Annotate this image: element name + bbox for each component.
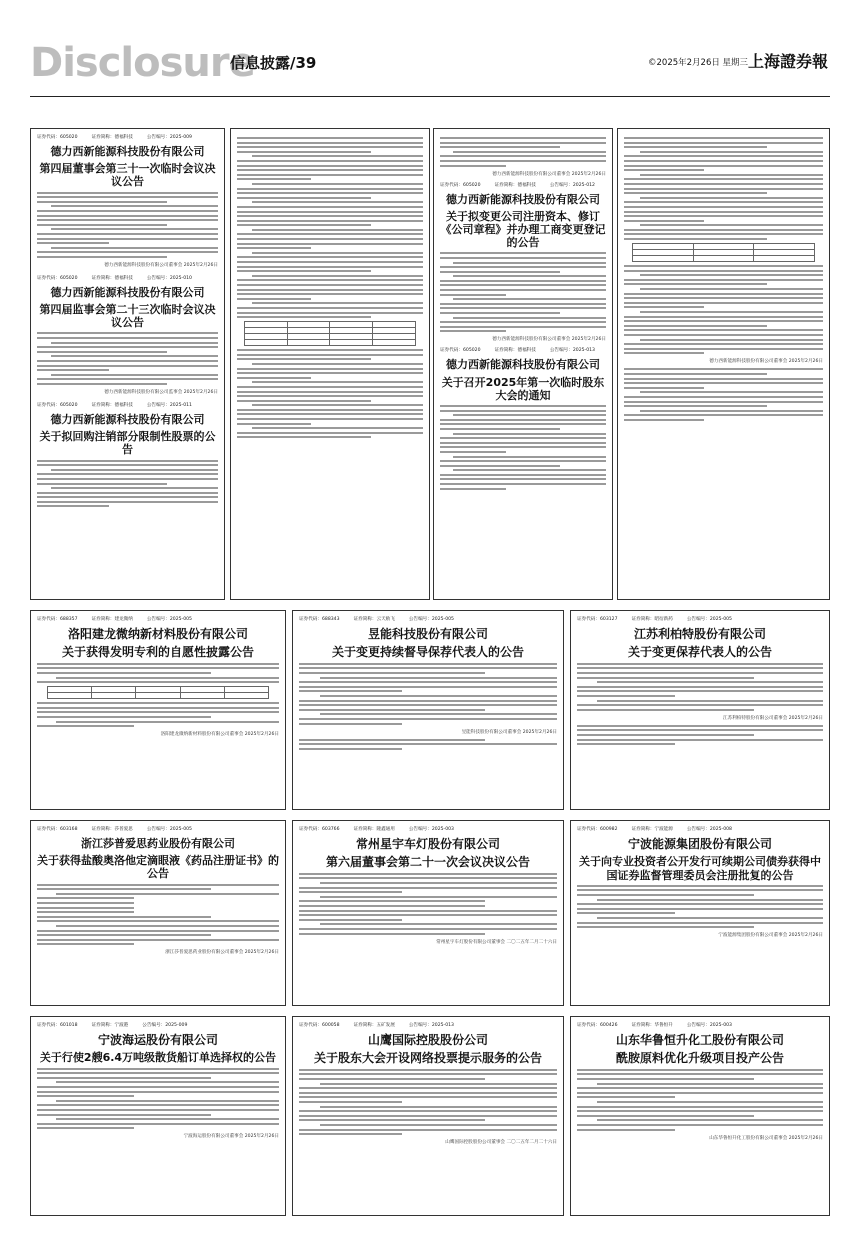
notice-signature: 浙江莎普爱思药业股份有限公司董事会 2025年2月26日 <box>165 950 279 956</box>
stock-name: 证券简称：宁波能源 <box>631 827 673 832</box>
notice-body <box>577 885 823 928</box>
notice-number: 公告编号：2025-010 <box>146 275 192 281</box>
stock-name: 证券简称：隆鑫通用 <box>353 827 395 832</box>
masthead <box>30 40 830 86</box>
notice-continuation <box>230 128 430 600</box>
notice-signature: 德力西新能源科技股份有限公司董事会 2025年2月26日 <box>492 171 606 177</box>
company-name: 山鹰国际控股股份公司 <box>367 1033 488 1047</box>
stock-code: 证券代码：600058 <box>299 1023 340 1028</box>
notice <box>292 610 564 810</box>
stock-name: 证券简称：德福科技 <box>494 182 536 188</box>
notice-number: 公告编号：2025-013 <box>549 348 595 354</box>
stock-name: 证券简称：德福科技 <box>91 135 133 140</box>
notice <box>292 820 564 1006</box>
notice-body <box>624 137 823 354</box>
notice-continuation <box>617 128 830 600</box>
notice-body <box>577 663 823 711</box>
notice-title: 关于召开2025年第一次临时股东大会的通知 <box>441 375 605 402</box>
notice-body <box>37 1068 279 1130</box>
stock-name: 证券简称：德福科技 <box>91 402 133 408</box>
notice-box <box>30 128 225 600</box>
notice-signature: 洛阳建龙微纳新材料股份有限公司董事会 2025年2月26日 <box>160 732 279 738</box>
stock-code: 证券代码：603766 <box>299 827 340 832</box>
notice-title: 关于行使2艘6.4万吨级散货船订单选择权的公告 <box>39 1051 277 1065</box>
notice-title: 关于股东大会开设网络投票提示服务的公告 <box>313 1051 542 1066</box>
notice <box>30 820 286 1006</box>
notice-number: 公告编号：2025-009 <box>142 1023 188 1028</box>
stock-code: 证券代码：605020 <box>37 135 78 140</box>
notice-body <box>237 137 423 438</box>
stock-name: 证券简称：德福科技 <box>91 275 133 281</box>
notice <box>30 1016 286 1216</box>
notice-signature: 德力西新能源科技股份有限公司监事会 2025年2月26日 <box>104 389 218 395</box>
masthead-rule <box>30 96 830 97</box>
stock-name: 证券简称：建龙微纳 <box>91 617 133 622</box>
notice-number: 公告编号：2025-009 <box>146 135 192 140</box>
stock-code: 证券代码：688343 <box>299 617 340 622</box>
notice <box>292 1016 564 1216</box>
notice <box>570 610 830 810</box>
company-name: 江苏利柏特股份有限公司 <box>633 627 766 641</box>
stock-code: 证券代码：601018 <box>37 1023 78 1028</box>
notice-title: 第四届监事会第二十三次临时会议决议公告 <box>39 303 216 330</box>
notice <box>570 1016 830 1216</box>
notice-body <box>299 1069 557 1135</box>
notice-title: 关于向专业投资者公开发行可续期公司债券获得中国证券监督管理委员会注册批复的公告 <box>579 855 821 882</box>
notice-number: 公告编号：2025-005 <box>686 617 732 622</box>
notice-signature: 山东华鲁恒升化工股份有限公司董事会 2025年2月26日 <box>709 1135 823 1141</box>
notice-signature: 德力西新能源科技股份有限公司董事会 2025年2月26日 <box>709 359 823 365</box>
section-logo: Disclosure <box>30 40 255 86</box>
notice-title: 关于拟变更公司注册资本、修订《公司章程》并办理工商变更登记的公告 <box>440 209 606 250</box>
stock-code: 证券代码：605020 <box>37 275 78 281</box>
notice-number: 公告编号：2025-011 <box>146 402 192 408</box>
notice-number: 公告编号：2025-008 <box>686 827 732 832</box>
company-name: 德力西新能源科技股份有限公司 <box>50 145 205 158</box>
share-change-table <box>244 321 415 346</box>
notice <box>570 820 830 1006</box>
notice-number: 公告编号：2025-005 <box>146 827 192 832</box>
company-name: 常州星宇车灯股份有限公司 <box>355 837 500 851</box>
stock-name: 证券简称：五矿发展 <box>353 1023 395 1028</box>
notice-title: 酰胺原料优化升级项目投产公告 <box>615 1051 784 1066</box>
patent-table <box>47 686 270 699</box>
stock-code: 证券代码：605020 <box>440 348 481 354</box>
stock-name: 证券简称：莎普爱思 <box>91 827 133 832</box>
notice-number: 公告编号：2025-003 <box>408 827 454 832</box>
notice-signature: 宁波能源集团股份有限公司董事会 2025年2月26日 <box>718 933 823 939</box>
stock-name: 证券简称：德福科技 <box>494 348 536 354</box>
notice-signature: 德力西新能源科技股份有限公司董事会 2025年2月26日 <box>492 337 606 343</box>
stock-code: 证券代码：688357 <box>37 617 78 622</box>
notice-signature: 昱能科技股份有限公司董事会 2025年2月26日 <box>461 729 557 735</box>
stock-code: 证券代码：603168 <box>37 827 78 832</box>
stock-code: 证券代码：605020 <box>37 402 78 408</box>
notice-body <box>37 332 218 385</box>
company-name: 德力西新能源科技股份有限公司 <box>50 285 205 299</box>
company-name: 山东华鲁恒升化工股份有限公司 <box>615 1033 784 1047</box>
notice-number: 公告编号：2025-005 <box>408 617 454 622</box>
company-name: 昱能科技股份有限公司 <box>367 627 488 641</box>
notice-body <box>37 884 279 946</box>
notice-signature: 江苏利柏特股份有限公司董事会 2025年2月26日 <box>722 715 823 721</box>
notice-body <box>299 873 557 935</box>
issue-date: ©2025年2月26日 星期三 <box>648 58 749 68</box>
notice-title: 关于获得盐酸奥洛他定滴眼液《药品注册证书》的公告 <box>37 854 279 881</box>
stock-code: 证券代码：600426 <box>577 1023 618 1028</box>
company-name: 宁波海运股份有限公司 <box>97 1033 218 1047</box>
company-name: 德力西新能源科技股份有限公司 <box>446 192 600 206</box>
notice-body <box>440 137 606 167</box>
notice <box>30 610 286 810</box>
notice-body <box>37 192 218 258</box>
notice-title: 第六届董事会第二十一次会议决议公告 <box>325 855 530 870</box>
company-name: 洛阳建龙微纳新材料股份有限公司 <box>67 627 248 641</box>
notice-title: 关于获得发明专利的自愿性披露公告 <box>61 645 254 660</box>
notice-title: 第四届董事会第三十一次临时会议决议公告 <box>39 162 216 189</box>
notice-body <box>577 1069 823 1131</box>
stock-name: 证券简称：昭衍新药 <box>631 617 673 622</box>
notice-title: 关于变更保荐代表人的公告 <box>627 645 772 660</box>
notice <box>37 134 218 269</box>
notice-body <box>37 663 279 727</box>
notice-number: 公告编号：2025-012 <box>549 182 595 188</box>
company-name: 浙江莎普爱思药业股份有限公司 <box>81 837 235 850</box>
notice-title: 关于拟回购注销部分限制性股票的公告 <box>39 430 216 457</box>
notice <box>440 347 606 489</box>
notice-title: 关于变更持续督导保荐代表人的公告 <box>331 645 524 660</box>
company-name: 德力西新能源科技股份有限公司 <box>446 358 600 372</box>
notice-number: 公告编号：2025-005 <box>146 617 192 622</box>
notice-signature: 常州星宇车灯股份有限公司董事会 二〇二五年二月二十六日 <box>436 939 557 945</box>
notice-number: 公告编号：2025-003 <box>686 1023 732 1028</box>
notice <box>37 275 218 396</box>
stock-name: 证券简称：华鲁恒升 <box>631 1023 673 1028</box>
notice-signature: 德力西新能源科技股份有限公司董事会 2025年2月26日 <box>104 262 218 268</box>
notice-number: 公告编号：2025-013 <box>408 1023 454 1028</box>
notice-body <box>440 252 606 332</box>
notice-signature: 山鹰国际控股股份公司董事会 二〇二五年二月二十六日 <box>445 1140 557 1146</box>
newspaper-name: 上海證券報 <box>747 52 828 71</box>
notice <box>37 402 218 508</box>
notice-box <box>433 128 613 600</box>
company-name: 德力西新能源科技股份有限公司 <box>50 412 205 426</box>
stock-code: 证券代码：600982 <box>577 827 618 832</box>
stock-code: 证券代码：603127 <box>577 617 618 622</box>
section-title: 信息披露/39 <box>230 54 317 72</box>
stock-name: 证券简称：云天励飞 <box>353 617 395 622</box>
proposal-table <box>632 243 815 262</box>
stock-code: 证券代码：605020 <box>440 182 481 188</box>
stock-name: 证券简称：宁波港 <box>91 1023 129 1028</box>
company-name: 宁波能源集团股份有限公司 <box>627 837 772 851</box>
notice-body <box>299 663 557 725</box>
notice <box>440 182 606 344</box>
notice-signature: 宁波海运股份有限公司董事会 2025年2月26日 <box>183 1134 279 1140</box>
notice-body <box>37 460 218 508</box>
notice-body <box>440 405 606 490</box>
